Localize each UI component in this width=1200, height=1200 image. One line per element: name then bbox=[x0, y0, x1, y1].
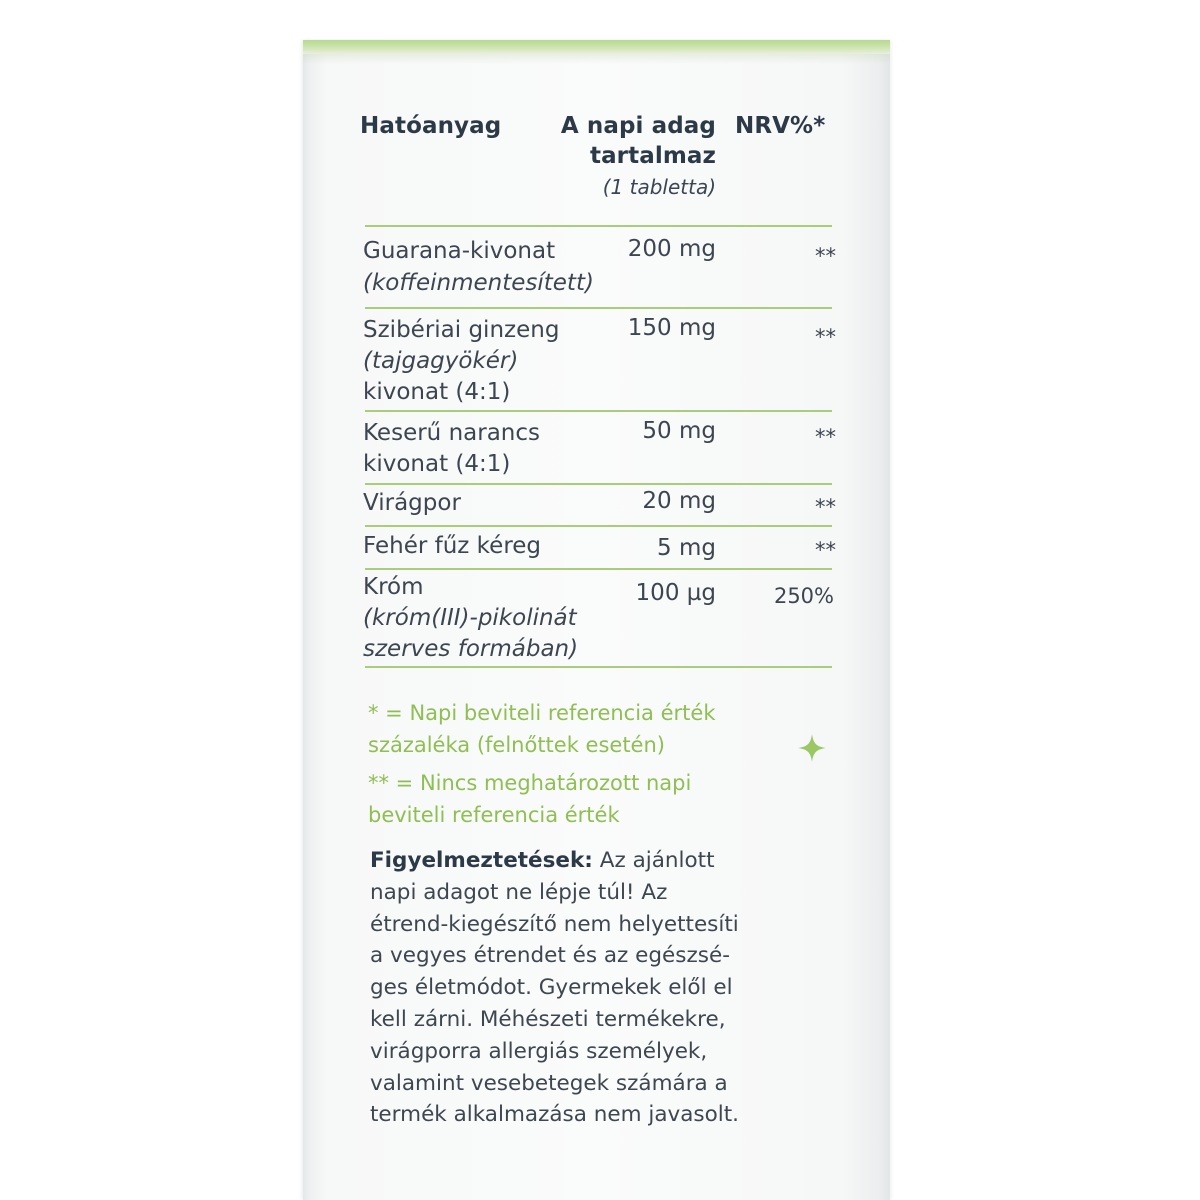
note-no-reference: ** = Nincs meghatározott napi bbox=[368, 771, 692, 795]
row-chromium-name: Króm bbox=[363, 574, 424, 600]
row-willow-name: Fehér fűz kéreg bbox=[363, 533, 542, 559]
row-ginseng-name-sub: (tajgagyökér) bbox=[363, 348, 519, 374]
warning-line: virágporra allergiás személyek, bbox=[370, 1038, 708, 1064]
row-orange-nrv: ** bbox=[815, 425, 836, 449]
warning-line: étrend-kiegészítő nem helyettesíti bbox=[370, 911, 739, 937]
note-nrv-definition-cont: százaléka (felnőttek esetén) bbox=[368, 733, 665, 757]
row-orange-name: Keserű narancs bbox=[363, 420, 540, 446]
header-amount-line2: tartalmaz bbox=[589, 143, 716, 169]
header-amount-line1: A napi adag bbox=[560, 113, 716, 139]
header-amount-line3: (1 tabletta) bbox=[602, 175, 716, 199]
header-nrv: NRV%* bbox=[735, 113, 826, 139]
warning-paragraph bbox=[370, 845, 840, 1131]
warning-line: napi adagot ne lépje túl! Az bbox=[370, 879, 668, 905]
row-pollen-name: Virágpor bbox=[363, 490, 461, 516]
row-pollen-amount: 20 mg bbox=[642, 488, 716, 514]
table-rule bbox=[365, 483, 832, 485]
row-ginseng-name: Szibériai ginzeng bbox=[363, 317, 560, 343]
row-orange-name-sub: kivonat (4:1) bbox=[363, 451, 511, 477]
row-guarana-nrv: ** bbox=[815, 244, 836, 268]
warning-line: ges életmódot. Gyermekek elől el bbox=[370, 975, 733, 1001]
row-ginseng-amount: 150 mg bbox=[627, 315, 716, 341]
table-rule bbox=[365, 525, 832, 527]
note-nrv-definition: * = Napi beviteli referencia érték bbox=[368, 701, 716, 725]
table-rule bbox=[365, 410, 832, 412]
row-ginseng-name-extra: kivonat (4:1) bbox=[363, 379, 511, 405]
warning-line: a vegyes étrendet és az egészsé- bbox=[370, 943, 730, 969]
row-pollen-nrv: ** bbox=[815, 495, 836, 519]
note-no-reference-cont: beviteli referencia érték bbox=[368, 803, 620, 827]
header-ingredient: Hatóanyag bbox=[360, 113, 502, 139]
table-rule bbox=[365, 666, 832, 668]
table-rule bbox=[365, 307, 832, 309]
warning-title: Figyelmeztetések: bbox=[370, 848, 593, 873]
row-chromium-nrv: 250% bbox=[773, 584, 834, 608]
row-orange-amount: 50 mg bbox=[642, 418, 716, 444]
table-rule bbox=[365, 225, 832, 227]
row-guarana-name: Guarana-kivonat bbox=[363, 238, 556, 264]
warning-line: kell zárni. Méhészeti termékekre, bbox=[370, 1006, 726, 1032]
warning-line bbox=[370, 845, 840, 877]
row-guarana-name-sub: (koffeinmentesített) bbox=[363, 270, 594, 296]
row-chromium-amount: 100 µg bbox=[635, 580, 716, 606]
row-willow-nrv: ** bbox=[815, 538, 836, 562]
row-chromium-name-extra: szerves formában) bbox=[363, 636, 579, 662]
row-ginseng-nrv: ** bbox=[815, 325, 836, 349]
warning-line: valamint vesebetegek számára a bbox=[370, 1070, 728, 1096]
warning-line1-rest: Az ajánlott bbox=[592, 848, 715, 873]
row-guarana-amount: 200 mg bbox=[627, 236, 716, 262]
row-willow-amount: 5 mg bbox=[657, 535, 716, 561]
warning-line: termék alkalmazása nem javasolt. bbox=[370, 1102, 740, 1128]
row-chromium-name-sub: (króm(III)-pikolinát bbox=[363, 605, 577, 631]
table-rule bbox=[365, 568, 832, 570]
four-point-star-icon bbox=[797, 733, 827, 763]
